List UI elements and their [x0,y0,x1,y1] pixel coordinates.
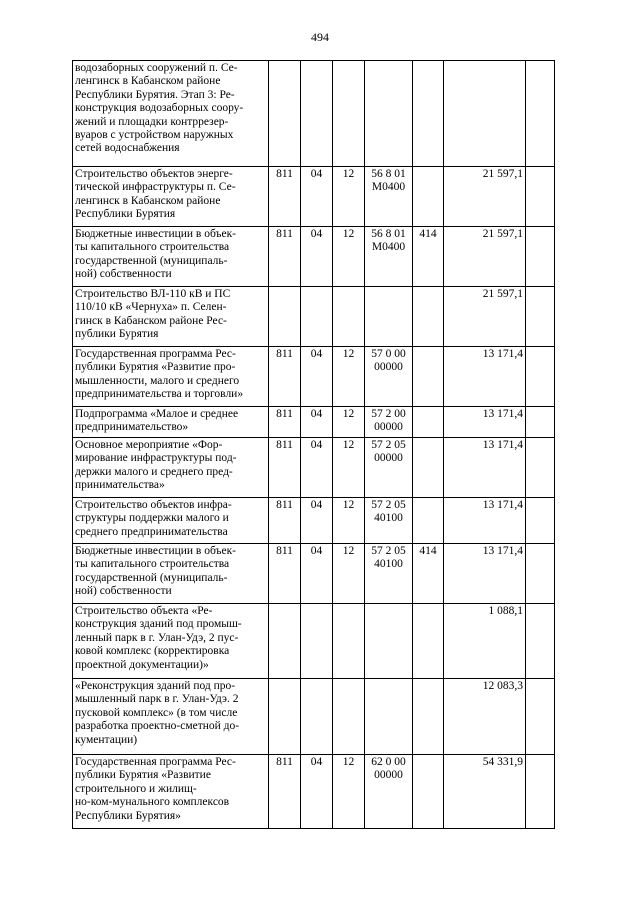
row-amount-cell: 21 597,1 [444,227,526,287]
row-expense-type-cell [413,755,444,829]
table-row [73,61,555,167]
row-target-article-cell: 57 2 05 40100 [365,544,413,604]
table-row [73,679,555,755]
row-amount-cell: 21 597,1 [444,287,526,347]
row-expense-type-cell [413,604,444,679]
row-section-cell: 04 [301,347,333,407]
row-target-article-cell [365,604,413,679]
row-section-cell: 04 [301,498,333,544]
row-name-cell: Бюджетные инвестиции в объек- ты капитального строительства государственной (муниципаль- ной) собственности [73,227,269,287]
row-section-cell: 04 [301,438,333,498]
row-name-cell: Строительство объекта «Ре- конструкция зданий под промыш- ленный парк в г. Улан-Удэ, 2 пус- ковой комплекс (корректировка проектной документации)» [73,604,269,679]
row-empty-cell [526,755,555,829]
row-target-article-cell: 57 0 00 00000 [365,347,413,407]
row-admin-code-cell [269,61,301,167]
row-subsection-cell [333,61,365,167]
table-row [73,167,555,227]
row-target-article-cell: 57 2 05 00000 [365,438,413,498]
row-empty-cell [526,438,555,498]
page-number: 494 [311,30,329,44]
row-amount-cell: 13 171,4 [444,438,526,498]
row-expense-type-cell [413,407,444,438]
row-name-cell: Строительство ВЛ-110 кВ и ПС 110/10 кВ «Чернуха» п. Селен- гинск в Кабанском районе Рес- публики Бурятия [73,287,269,347]
row-section-cell: 04 [301,167,333,227]
row-name-cell: «Реконструкция зданий под про- мышленный парк в г. Улан-Удэ. 2 пусковой комплекс» (в том числе разработка проектно-сметной до- кументации) [73,679,269,755]
row-expense-type-cell [413,167,444,227]
row-section-cell [301,61,333,167]
row-amount-cell: 12 083,3 [444,679,526,755]
row-amount-cell: 21 597,1 [444,167,526,227]
row-amount-cell: 54 331,9 [444,755,526,829]
row-expense-type-cell [413,498,444,544]
row-subsection-cell: 12 [333,167,365,227]
row-empty-cell [526,604,555,679]
row-amount-cell: 13 171,4 [444,407,526,438]
row-amount-cell: 13 171,4 [444,498,526,544]
row-subsection-cell: 12 [333,227,365,287]
row-empty-cell [526,227,555,287]
row-target-article-cell [365,679,413,755]
row-empty-cell [526,347,555,407]
row-empty-cell [526,407,555,438]
row-empty-cell [526,498,555,544]
row-target-article-cell [365,287,413,347]
row-subsection-cell: 12 [333,498,365,544]
row-admin-code-cell: 811 [269,167,301,227]
row-empty-cell [526,679,555,755]
row-target-article-cell [365,61,413,167]
row-section-cell [301,604,333,679]
row-admin-code-cell: 811 [269,438,301,498]
row-admin-code-cell: 811 [269,347,301,407]
row-section-cell: 04 [301,544,333,604]
row-section-cell: 04 [301,407,333,438]
row-subsection-cell: 12 [333,755,365,829]
row-subsection-cell: 12 [333,544,365,604]
row-name-cell: Основное мероприятие «Фор- мирование инфраструктуры под- держки малого и среднего пред- принимательства» [73,438,269,498]
row-target-article-cell: 56 8 01 M0400 [365,227,413,287]
row-section-cell [301,679,333,755]
row-name-cell: Строительство объектов инфра- структуры поддержки малого и среднего предпринимательства [73,498,269,544]
row-amount-cell: 1 088,1 [444,604,526,679]
row-admin-code-cell: 811 [269,544,301,604]
row-subsection-cell [333,287,365,347]
row-target-article-cell: 56 8 01 M0400 [365,167,413,227]
row-expense-type-cell: 414 [413,227,444,287]
row-subsection-cell: 12 [333,347,365,407]
row-section-cell: 04 [301,227,333,287]
row-admin-code-cell: 811 [269,498,301,544]
row-subsection-cell: 12 [333,438,365,498]
table-row [73,347,555,407]
row-name-cell: Строительство объектов энерге- тической инфраструктуры п. Се- ленгинск в Кабанском районе Республики Бурятия [73,167,269,227]
row-target-article-cell: 57 2 00 00000 [365,407,413,438]
row-empty-cell [526,287,555,347]
row-admin-code-cell [269,679,301,755]
row-amount-cell [444,61,526,167]
row-empty-cell [526,61,555,167]
row-admin-code-cell: 811 [269,407,301,438]
row-subsection-cell [333,604,365,679]
row-amount-cell: 13 171,4 [444,544,526,604]
table-row [73,755,555,829]
row-empty-cell [526,544,555,604]
row-admin-code-cell: 811 [269,755,301,829]
table-row [73,227,555,287]
row-name-cell: Государственная программа Рес- публики Бурятия «Развитие строительного и жилищ- но-ком-мунального комплексов Республики Бурятия» [73,755,269,829]
row-expense-type-cell [413,287,444,347]
row-section-cell [301,287,333,347]
row-section-cell: 04 [301,755,333,829]
table-row [73,438,555,498]
row-expense-type-cell [413,438,444,498]
row-empty-cell [526,167,555,227]
row-name-cell: водозаборных сооружений п. Се- ленгинск в Кабанском районе Республики Бурятия. Этап 3: Ре- конструкция водозаборных соору- жений и площадки контррезер- вуаров с устройством наружных сетей водоснабжения [73,61,269,167]
table-row [73,407,555,438]
table-row [73,287,555,347]
row-admin-code-cell [269,604,301,679]
table-row [73,544,555,604]
row-target-article-cell: 57 2 05 40100 [365,498,413,544]
row-subsection-cell [333,679,365,755]
budget-table [72,60,555,829]
row-subsection-cell: 12 [333,407,365,438]
row-target-article-cell: 62 0 00 00000 [365,755,413,829]
row-name-cell: Бюджетные инвестиции в объек- ты капитального строительства государственной (муниципаль- ной) собственности [73,544,269,604]
row-expense-type-cell [413,61,444,167]
row-amount-cell: 13 171,4 [444,347,526,407]
row-expense-type-cell [413,679,444,755]
row-expense-type-cell [413,347,444,407]
row-expense-type-cell: 414 [413,544,444,604]
row-admin-code-cell [269,287,301,347]
row-name-cell: Государственная программа Рес- публики Бурятия «Развитие про- мышленности, малого и среднего предпринимательства и торговли» [73,347,269,407]
table-row [73,604,555,679]
row-name-cell: Подпрограмма «Малое и среднее предпринимательство» [73,407,269,438]
table-row [73,498,555,544]
row-admin-code-cell: 811 [269,227,301,287]
